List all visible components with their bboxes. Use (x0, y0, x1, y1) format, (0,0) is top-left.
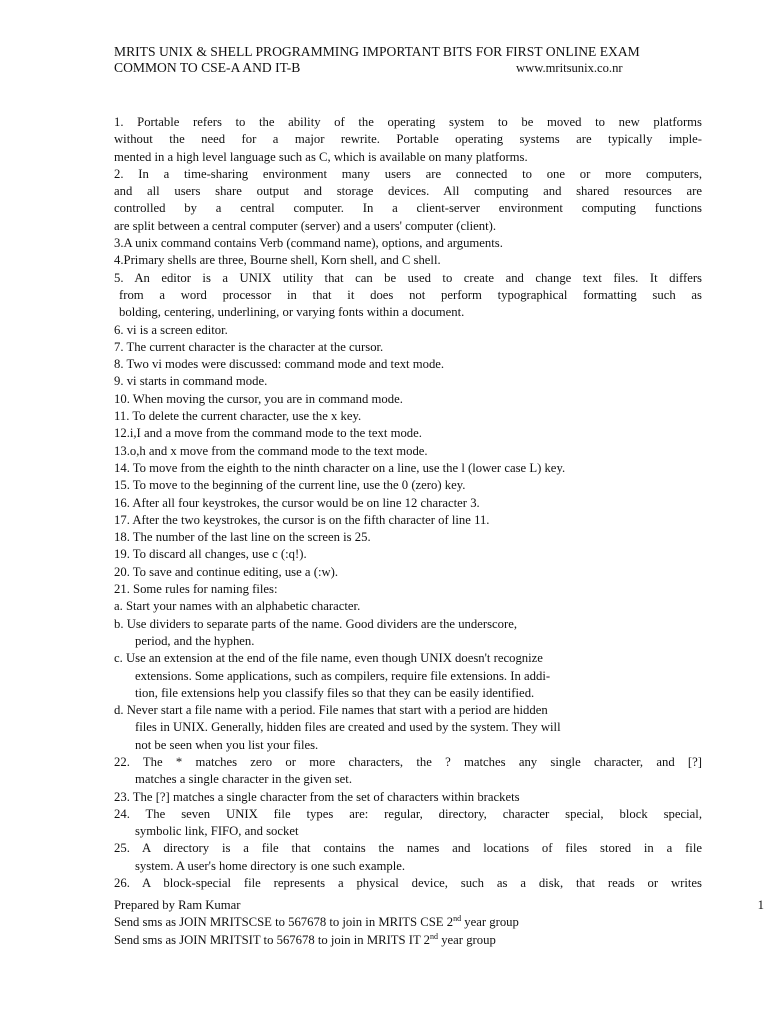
sms-it-tail: year group (438, 932, 496, 947)
text-line: 5. An editor is a UNIX utility that can be used to create and change text files. It differs (114, 270, 702, 285)
text-line: 18. The number of the last line on the screen is 25. (114, 530, 371, 545)
text-line: 7. The current character is the character at the cursor. (114, 339, 384, 354)
page-number: 1 (757, 898, 764, 912)
header-subtitle: COMMON TO CSE-A AND IT-B (114, 60, 301, 75)
text-line: without the need for a major rewrite. Portable operating systems are typically imple- (114, 132, 702, 147)
text-line: matches a single character in the given set. (135, 772, 353, 787)
text-line: 9. vi starts in command mode. (114, 374, 268, 389)
text-line: controlled by a central computer. In a client-server environment computing functions (114, 201, 702, 216)
text-line: bolding, centering, underlining, or varying fonts within a document. (119, 305, 465, 320)
text-line: 26. A block-special file represents a physical device, such as a disk, that reads or writes (114, 876, 702, 891)
text-line: not be seen when you list your files. (135, 737, 319, 752)
text-line: mented in a high level language such as C, which is available on many platforms. (114, 149, 528, 164)
sms-cse-line (114, 914, 764, 931)
text-line: 15. To move to the beginning of the current line, use the 0 (zero) key. (114, 478, 466, 493)
sms-it-text: Send sms as JOIN MRITSIT to 567678 to join in MRITS IT 2 (114, 932, 431, 947)
text-line: 23. The [?] matches a single character from the set of characters within brackets (114, 789, 520, 804)
text-line: 1. Portable refers to the ability of the operating system to be moved to new platforms (114, 115, 702, 129)
text-line: 25. A directory is a file that contains the names and locations of files stored in a file (114, 841, 702, 856)
text-line: d. Never start a file name with a period. File names that start with a period are hidden (114, 703, 548, 718)
text-line: period, and the hyphen. (135, 633, 255, 648)
text-line: 14. To move from the eighth to the ninth character on a line, use the l (lower case L) key. (114, 460, 566, 475)
text-line: 10. When moving the cursor, you are in command mode. (114, 391, 403, 406)
text-line: 17. After the two keystrokes, the cursor is on the fifth character of line 11. (114, 512, 490, 527)
document-body (114, 114, 702, 892)
text-line: 22. The * matches zero or more characters, the ? matches any single character, and [?] (114, 754, 702, 769)
footer-prepared-row (114, 897, 764, 914)
page-footer (114, 897, 764, 949)
sms-cse-text: Send sms as JOIN MRITSCSE to 567678 to join in MRITS CSE 2 (114, 915, 454, 930)
text-line: 16. After all four keystrokes, the cursor would be on line 12 character 3. (114, 495, 480, 510)
text-line: tion, file extensions help you classify files so that they can be easily identified. (135, 685, 535, 700)
text-line: 4.Primary shells are three, Bourne shell, Korn shell, and C shell. (114, 253, 441, 268)
text-line: from a word processor in that it does not perform typographical formatting such as (119, 287, 702, 302)
text-line: b. Use dividers to separate parts of the name. Good dividers are the underscore, (114, 616, 518, 631)
text-line: and all users share output and storage devices. All computing and shared resources are (114, 184, 702, 199)
sms-cse-tail: year group (461, 915, 519, 930)
header-subtitle-row (114, 60, 714, 76)
text-line: a. Start your names with an alphabetic character. (114, 599, 361, 614)
text-line: symbolic link, FIFO, and socket (135, 824, 299, 839)
text-line: c. Use an extension at the end of the file name, even though UNIX doesn't recognize (114, 651, 543, 666)
text-line: 19. To discard all changes, use c (:q!). (114, 547, 307, 562)
text-line: extensions. Some applications, such as compilers, require file extensions. In addi- (135, 668, 551, 683)
text-line: 21. Some rules for naming files: (114, 582, 278, 597)
text-line: are split between a central computer (server) and a users' computer (client). (114, 218, 497, 233)
text-line: 13.o,h and x move from the command mode to the text mode. (114, 443, 428, 458)
sms-it-ordinal: nd (430, 931, 439, 941)
page-header (114, 44, 714, 76)
header-title: MRITS UNIX & SHELL PROGRAMMING IMPORTANT BITS FOR FIRST ONLINE EXAM (114, 44, 640, 59)
text-line: 3.A unix command contains Verb (command name), options, and arguments. (114, 236, 503, 251)
text-line: 8. Two vi modes were discussed: command mode and text mode. (114, 357, 445, 372)
sms-cse-ordinal: nd (453, 914, 462, 924)
header-website: www.mritsunix.co.nr (516, 61, 623, 75)
sms-it-line (114, 932, 764, 949)
text-line: system. A user's home directory is one such example. (135, 858, 406, 873)
text-line: 20. To save and continue editing, use a (:w). (114, 564, 339, 579)
text-line: files in UNIX. Generally, hidden files are created and used by the system. They will (135, 720, 561, 735)
text-line: 6. vi is a screen editor. (114, 322, 228, 337)
text-line: 12.i,I and a move from the command mode to the text mode. (114, 426, 422, 441)
text-line: 11. To delete the current character, use the x key. (114, 409, 362, 424)
text-line: 24. The seven UNIX file types are: regular, directory, character special, block special, (114, 806, 702, 821)
prepared-by: Prepared by Ram Kumar (114, 898, 241, 912)
text-line: 2. In a time-sharing environment many users are connected to one or more computers, (114, 166, 702, 181)
